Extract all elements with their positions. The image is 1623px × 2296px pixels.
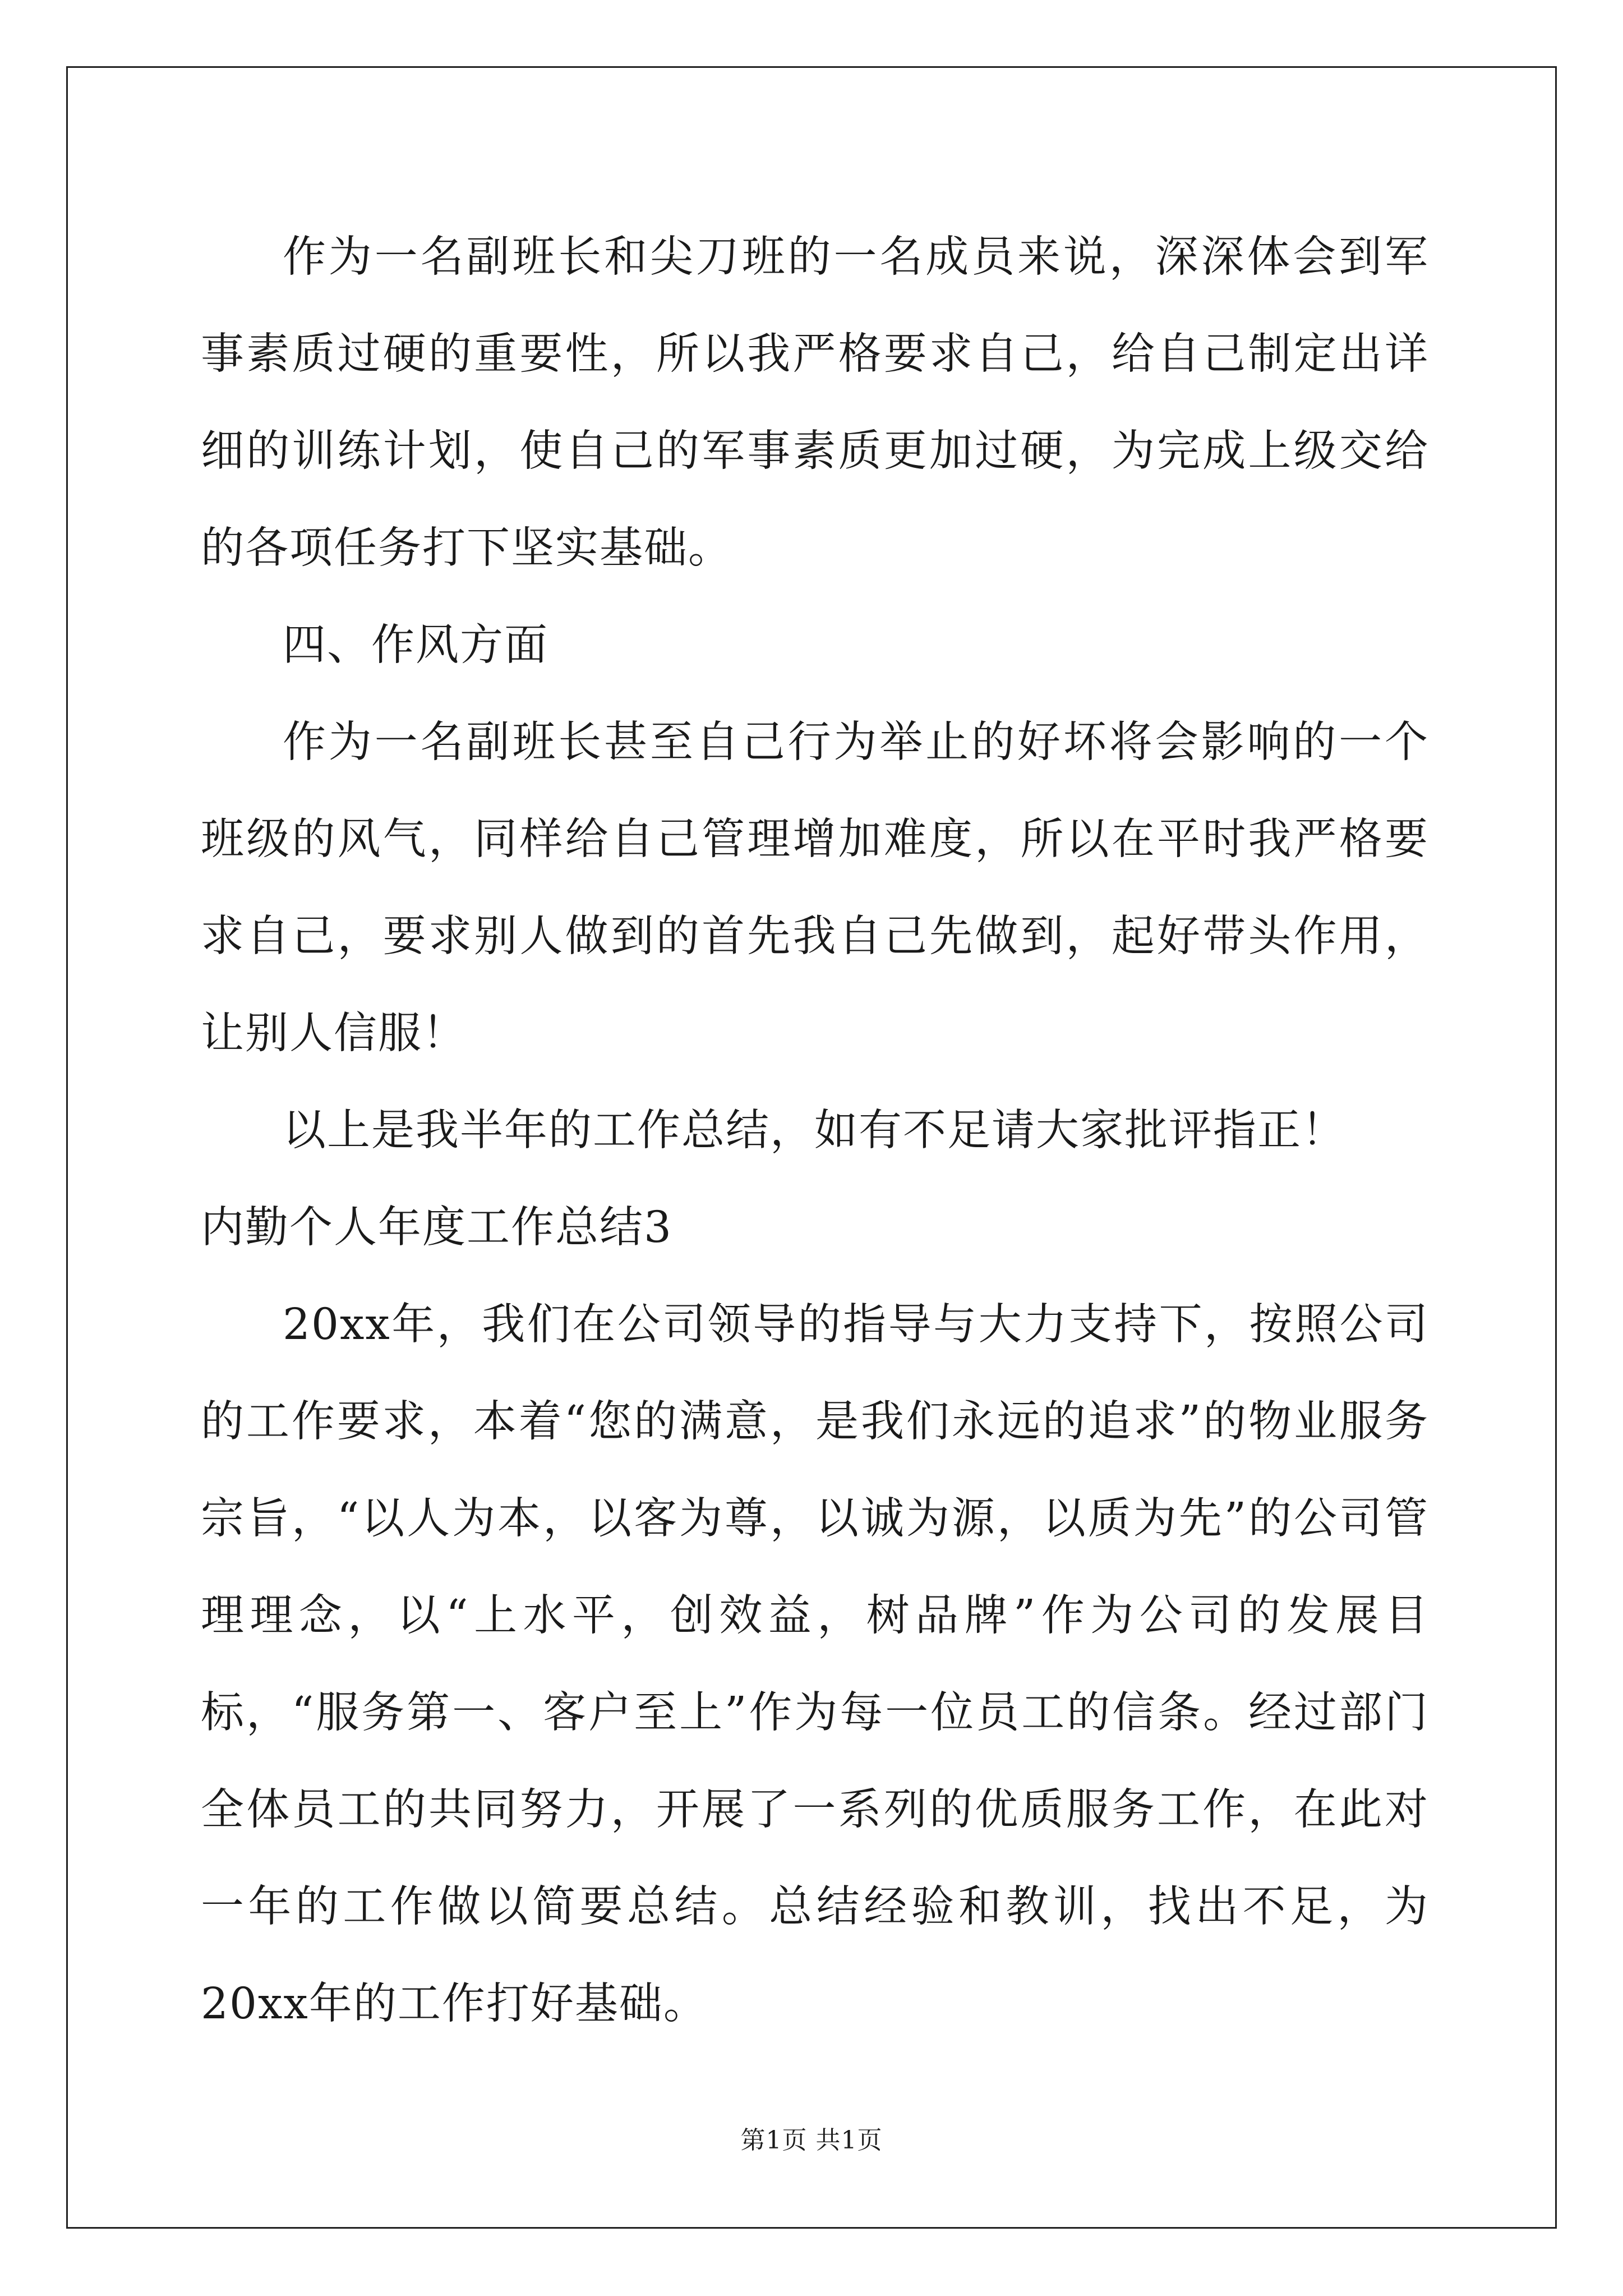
paragraph-military-quality: 作为一名副班长和尖刀班的一名成员来说，深深体会到军事素质过硬的重要性，所以我严格要求自己，给自己制定出详细的训练计划，使自己的军事素质更加过硬，为完成上级交给的各项任务打下坚实基础。 bbox=[201, 232, 1429, 573]
page-footer: 第1页 共1页 bbox=[740, 2126, 883, 2155]
section-heading-work-style: 四、作风方面 bbox=[283, 620, 548, 670]
paragraph-work-style: 作为一名副班长甚至自己行为举止的好坏将会影响的一个班级的风气，同样给自己管理增加难度，所以在平时我严格要求自己，要求别人做到的首先我自己先做到，起好带头作用，让别人信服！ bbox=[201, 717, 1429, 1059]
document-body bbox=[201, 209, 1429, 2053]
paragraph-closing: 以上是我半年的工作总结，如有不足请大家批评指正！ bbox=[283, 1106, 1346, 1156]
document-heading: 内勤个人年度工作总结3 bbox=[201, 1203, 672, 1253]
paragraph-annual-summary: 20xx年，我们在公司领导的指导与大力支持下，按照公司的工作要求，本着“您的满意，是我们永远的追求”的物业服务宗旨，“以人为本，以客为尊，以诚为源，以质为先”的公司管理理念，以“上水平，创效益，树品牌”作为公司的发展目标，“服务第一、客户至上”作为每一位员工的信条。经过部门全体员工的共同努力，开展了一系列的优质服务工作，在此对一年的工作做以简要总结。总结经验和教训，找出不足，为20xx年的工作打好基础。 bbox=[201, 1300, 1429, 2029]
